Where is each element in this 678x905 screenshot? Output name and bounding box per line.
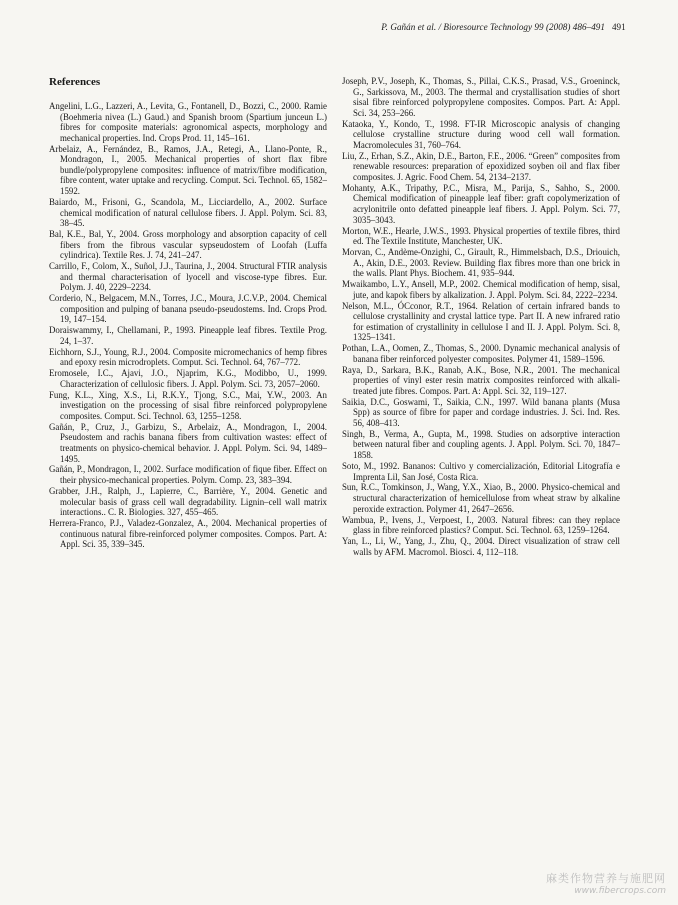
reference-item: Eichhorn, S.J., Young, R.J., 2004. Composite micromechanics of hemp fibres and epoxy resin microdroplets. Comput. Sci. Technol. 64, 767–772. — [49, 346, 327, 368]
page-number: 491 — [612, 22, 626, 32]
reference-item: Liu, Z., Erhan, S.Z., Akin, D.E., Barton, F.E., 2006. “Green” composites from renewable resources: preparation of epoxidized soyben oil and flax fiber composites. J. Agric. Food Chem. 54, 2134–2137. — [342, 150, 620, 182]
reference-item: Yan, L., Li, W., Yang, J., Zhu, Q., 2004. Direct visualization of straw cell walls by AFM. Macromol. Biosci. 4, 112–118. — [342, 535, 620, 557]
reference-item: Joseph, P.V., Joseph, K., Thomas, S., Pillai, C.K.S., Prasad, V.S., Groeninck, G., Sarkissova, M., 2003. The thermal and crystallisation studies of short sisal fibre reinforced polypropylene composites. Compos. Part. A: Appl. Sci. 34, 253–266. — [342, 76, 620, 118]
reference-item: Grabber, J.H., Ralph, J., Lapierre, C., Barrière, Y., 2004. Genetic and molecular basis of grass cell wall degradability. Lignin–cell wall matrix interactions.. C. R. Biologies. 327, 455–465. — [49, 485, 327, 518]
reference-item: Arbelaiz, A., Fernández, B., Ramos, J.A., Retegi, A., Llano-Ponte, R., Mondragon, I., 2005. Mechanical properties of short flax fibre bundle/polypropylene composites: influence of matrix/fibre modification, fibre content, water uptake and recycling. Comput. Sci. Technol. 65, 1582–1592. — [49, 143, 327, 197]
reference-item: Mohanty, A.K., Tripathy, P.C., Misra, M., Parija, S., Sahho, S., 2000. Chemical modification of pineapple leaf fiber: graft copolymerization of acrylonitrile onto defatted pineapple leaf fibers. J. Appl. Polym. Sci. 77, 3035–3043. — [342, 182, 620, 225]
reference-item: Nelson, M.L., ÓCconor, R.T., 1964. Relation of certain infrared bands to cellulose crystallinity and crystal lattice type. Part II. A new infrared ratio for estimation of crystallinity in cellulose I and II. J. Appl. Polym. Sci. 8, 1325–1341. — [342, 300, 620, 343]
reference-item: Pothan, L.A., Oomen, Z., Thomas, S., 2000. Dynamic mechanical analysis of banana fiber reinforced polyester composites. Polymer 41, 1589–1596. — [342, 343, 620, 364]
watermark-url: www.fibercrops.com — [574, 886, 666, 896]
reference-item: Morvan, C., Andème-Onzighi, C., Girault, R., Himmelsbach, D.S., Driouich, A., Akin, D.E., 2003. Review. Building flax fibres more than one brick in the walls. Plant Phys. Biochem. 41, 935–944. — [342, 246, 620, 279]
reference-item: Fung, K.L., Xing, X.S., Li, R.K.Y., Tjong, S.C., Mai, Y.W., 2003. An investigation on the processing of sisal fibre reinforced polypropylene composites. Comput. Sci. Technol. 63, 1255–1258. — [49, 389, 327, 421]
reference-item: Kataoka, Y., Kondo, T., 1998. FT-IR Microscopic analysis of changing cellulose crystalline structure during wood cell wall formation. Macromolecules 31, 760–764. — [342, 118, 620, 150]
reference-item: Gañán, P., Cruz, J., Garbizu, S., Arbelaiz, A., Mondragon, I., 2004. Pseudostem and rachis banana fibers from cultivation wastes: effect of treatments on physico-chemical behavior. J. Appl. Polym. Sci. 94, 1489–1495. — [49, 421, 327, 464]
reference-item: Carrillo, F., Colom, X., Suñol, J.J., Taurina, J., 2004. Structural FTIR analysis and thermal characterisation of lyocell and viscose-type fibres. Eur. Polym. J. 40, 2229–2234. — [49, 261, 327, 293]
reference-item: Bal, K.E., Bal, Y., 2004. Gross morphology and absorption capacity of cell fibers from the fibrous vascular sypseudostem of Loofah (Luffa cylindrica). Textile Res. J. 74, 241–247. — [49, 229, 327, 261]
watermark-chinese-text: 麻类作物营养与施肥网 — [546, 872, 666, 885]
running-head: P. Gañán et al. / Bioresource Technology 99 (2008) 486–491 — [381, 22, 605, 32]
reference-item: Gañán, P., Mondragon, I., 2002. Surface modification of fique fiber. Effect on their physico-mechanical properties. Polym. Comp. 23, 383–394. — [49, 464, 327, 486]
reference-item: Doraiswammy, I., Chellamani, P., 1993. Pineapple leaf fibres. Textile Prog. 24, 1–37. — [49, 325, 327, 346]
right-reference-list — [342, 76, 620, 557]
reference-item: Singh, B., Verma, A., Gupta, M., 1998. Studies on adsorptive interaction between natural fiber and coupling agents. J. Appl. Polym. Sci. 70, 1847–1858. — [342, 428, 620, 461]
site-watermark — [546, 873, 666, 897]
reference-item: Angelini, L.G., Lazzeri, A., Levita, G., Fontanell, D., Bozzi, C., 2000. Ramie (Boehmeria nivea (L.) Gaud.) and Spanish broom (Spartium junceun L.) fibres for composite materials: agronomical aspects, morphology and mechanical properties. Ind. Crops Prod. 11, 145–161. — [49, 101, 327, 143]
left-reference-list — [49, 101, 327, 550]
left-column — [49, 76, 327, 550]
reference-item: Morton, W.E., Hearle, J.W.S., 1993. Physical properties of textile fibres, third ed. The Textile Institute, Manchester, UK. — [342, 225, 620, 247]
reference-item: Sun, R.C., Tomkinson, J., Wang, Y.X., Xiao, B., 2000. Physico-chemical and structural characterization of hemicellulose from wheat straw by alkaline peroxide extraction. Polymer 41, 2647–2656. — [342, 482, 620, 514]
reference-item: Saikia, D.C., Goswami, T., Saikia, C.N., 1997. Wild banana plants (Musa Spp) as source of fibre for paper and cordage industries. J. Sci. Ind. Res. 56, 408–413. — [342, 396, 620, 428]
reference-item: Wambua, P., Ivens, J., Verpoest, I., 2003. Natural fibres: can they replace glass in fibre reinforced plastics? Comput. Sci. Technol. 63, 1259–1264. — [342, 514, 620, 536]
reference-item: Mwaikambo, L.Y., Ansell, M.P., 2002. Chemical modification of hemp, sisal, jute, and kapok fibers by alkalization. J. Appl. Polym. Sci. 84, 2222–2234. — [342, 279, 620, 300]
reference-item: Soto, M., 1992. Bananos: Cultivo y comercialización, Editorial Litografía e Imprenta Lil, San José, Costa Rica. — [342, 460, 620, 482]
section-title: References — [49, 76, 101, 88]
right-column — [342, 76, 620, 557]
reference-item: Herrera-Franco, P.J., Valadez-Gonzalez, A., 2004. Mechanical properties of continuous natural fibre-reinforced polymer composites. Compos. Part. A: Appl. Sci. 35, 339–345. — [49, 518, 327, 550]
reference-item: Baiardo, M., Frisoni, G., Scandola, M., Licciardello, A., 2002. Surface chemical modification of natural cellulose fibers. J. Appl. Polym. Sci. 83, 38–45. — [49, 196, 327, 229]
reference-item: Raya, D., Sarkara, B.K., Ranab, A.K., Bose, N.R., 2001. The mechanical properties of vinyl ester resin matrix composites reinforced with alkali-treated jute fibres. Compos. Part. A: Appl. Sci. 32, 119–127. — [342, 364, 620, 396]
reference-item: Eromosele, I.C., Ajavi, J.O., Njaprim, K.G., Modibbo, U., 1999. Characterization of cellulosic fibers. J. Appl. Polym. Sci. 73, 2057–2060. — [49, 368, 327, 389]
reference-item: Corderio, N., Belgacem, M.N., Torres, J.C., Moura, J.C.V.P., 2004. Chemical composition and pulping of banana pseudo-pseudostems. Ind. Crops Prod. 19, 147–154. — [49, 293, 327, 325]
